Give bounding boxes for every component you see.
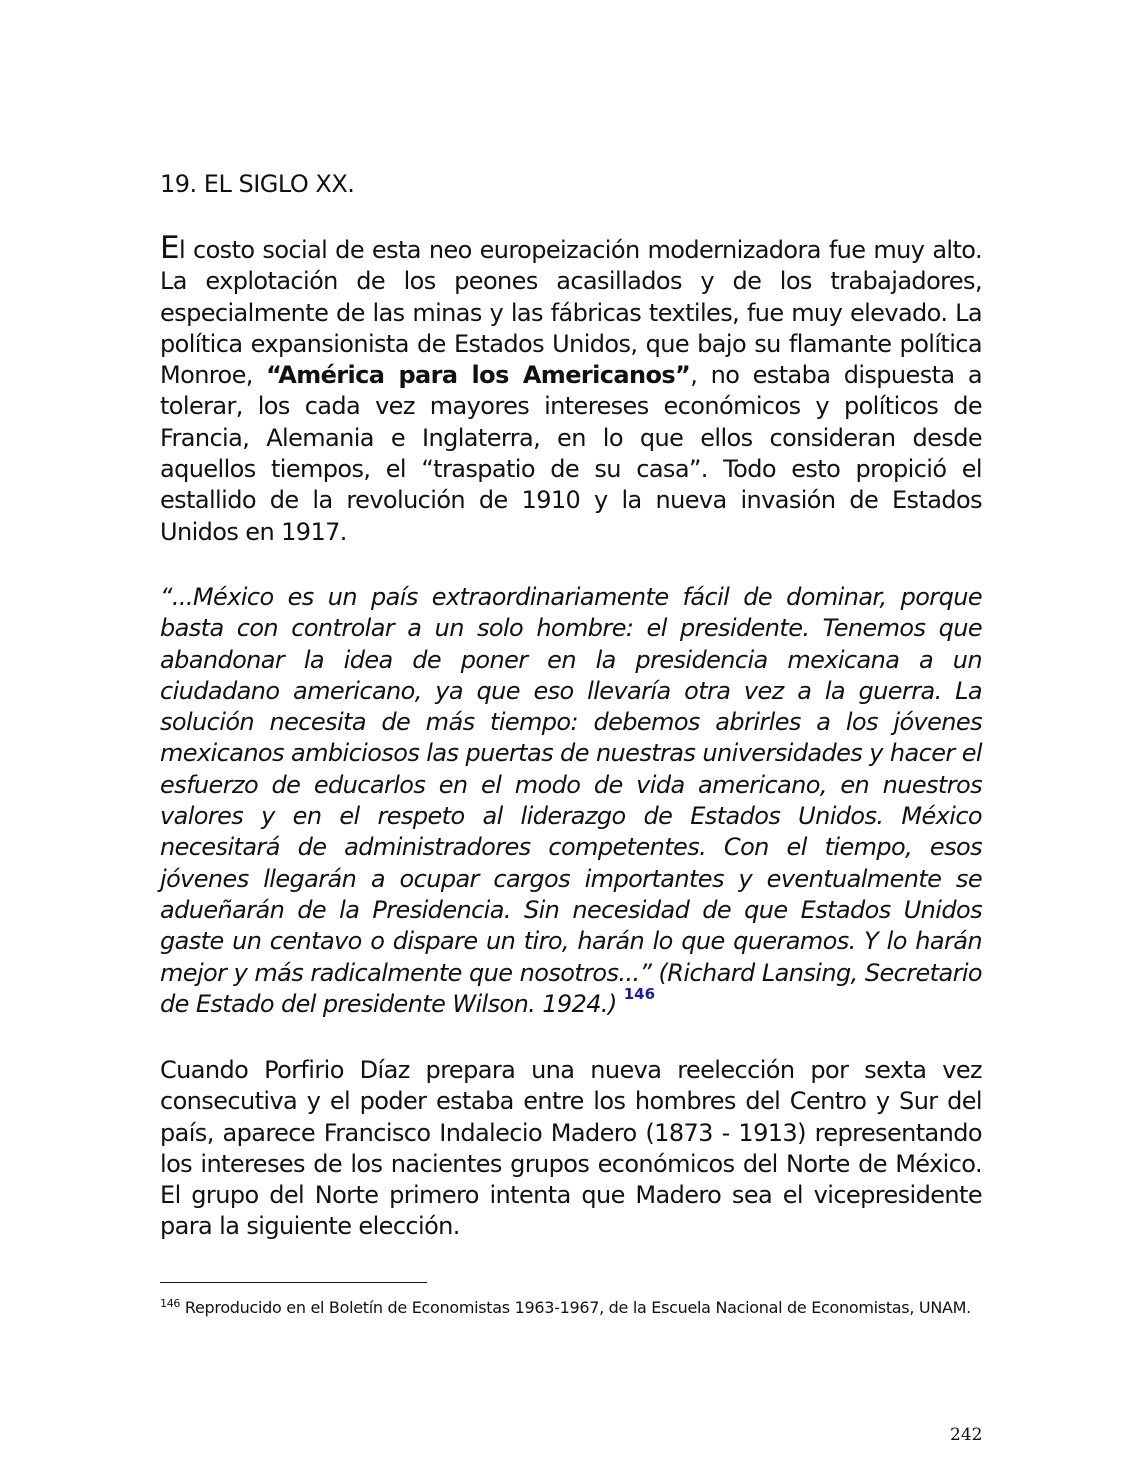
paragraph-text: l costo social de esta neo europeización modernizadora fue muy alto. La explotación de los peones acasillados y de los trabajadores, especialmente de las minas y las fábricas textiles, fue muy elevado. La política expansionista de Estados Unidos, que bajo su flamante política Monroe,	[160, 236, 982, 390]
footnote-number: 146	[160, 1297, 181, 1310]
paragraph-madero: Cuando Porfirio Díaz prepara una nueva reelección por sexta vez consecutiva y el poder estaba entre los hombres del Centro y Sur del país, aparece Francisco Indalecio Madero (1873 - 1913) representando los intereses de los nacientes grupos económicos del Norte de México. El grupo del Norte primero intenta que Madero sea el vicepresidente para la siguiente elección.	[160, 1056, 982, 1241]
drop-cap: E	[160, 230, 179, 266]
bold-slogan: “América para los Americanos”	[266, 361, 691, 390]
footnote-text: Reproducido en el Boletín de Economistas 1963-1967, de la Escuela Nacional de Economistas, UNAM.	[180, 1298, 971, 1317]
quote-text: “...México es un país extraordinariamente fácil de dominar, porque basta con controlar a un solo hombre: el presidente. Tenemos que abandonar la idea de poner en la presidencia mexicana a un ciudadano americano, ya que eso llevaría otra vez a la guerra. La solución necesita de más tiempo: debemos abrirles a los jóvenes mexicanos ambiciosos las puertas de nuestras universidades y hacer el esfuerzo de educarlos en el modo de vida americano, en nuestros valores y en el respeto al liderazgo de Estados Unidos. México necesitará de administradores competentes. Con el tiempo, esos jóvenes llegarán a ocupar cargos importantes y eventualmente se adueñarán de la Presidencia. Sin necesidad de que Estados Unidos gaste un centavo o dispare un tiro, harán lo que queramos. Y lo harán mejor y más radicalmente que nosotros...” (Richard Lansing, Secretario de Estado del presidente Wilson. 1924.)	[160, 583, 982, 1018]
footnote-separator	[160, 1282, 427, 1283]
footnote-reference[interactable]: 146	[623, 984, 656, 1003]
paragraph-cost-social	[160, 230, 982, 548]
quote-lansing	[160, 582, 982, 1020]
page-number: 242	[950, 1425, 983, 1445]
chapter-heading: 19. EL SIGLO XX.	[160, 170, 355, 198]
footnote	[160, 1297, 982, 1319]
paragraph-text: , no estaba dispuesta a tolerar, los cada vez mayores intereses económicos y políticos de Francia, Alemania e Inglaterra, en lo que ellos consideran desde aquellos tiempos, el “traspatio de su casa”. Todo esto propició el estallido de la revolución de 1910 y la nueva invasión de Estados Unidos en 1917.	[160, 361, 982, 546]
